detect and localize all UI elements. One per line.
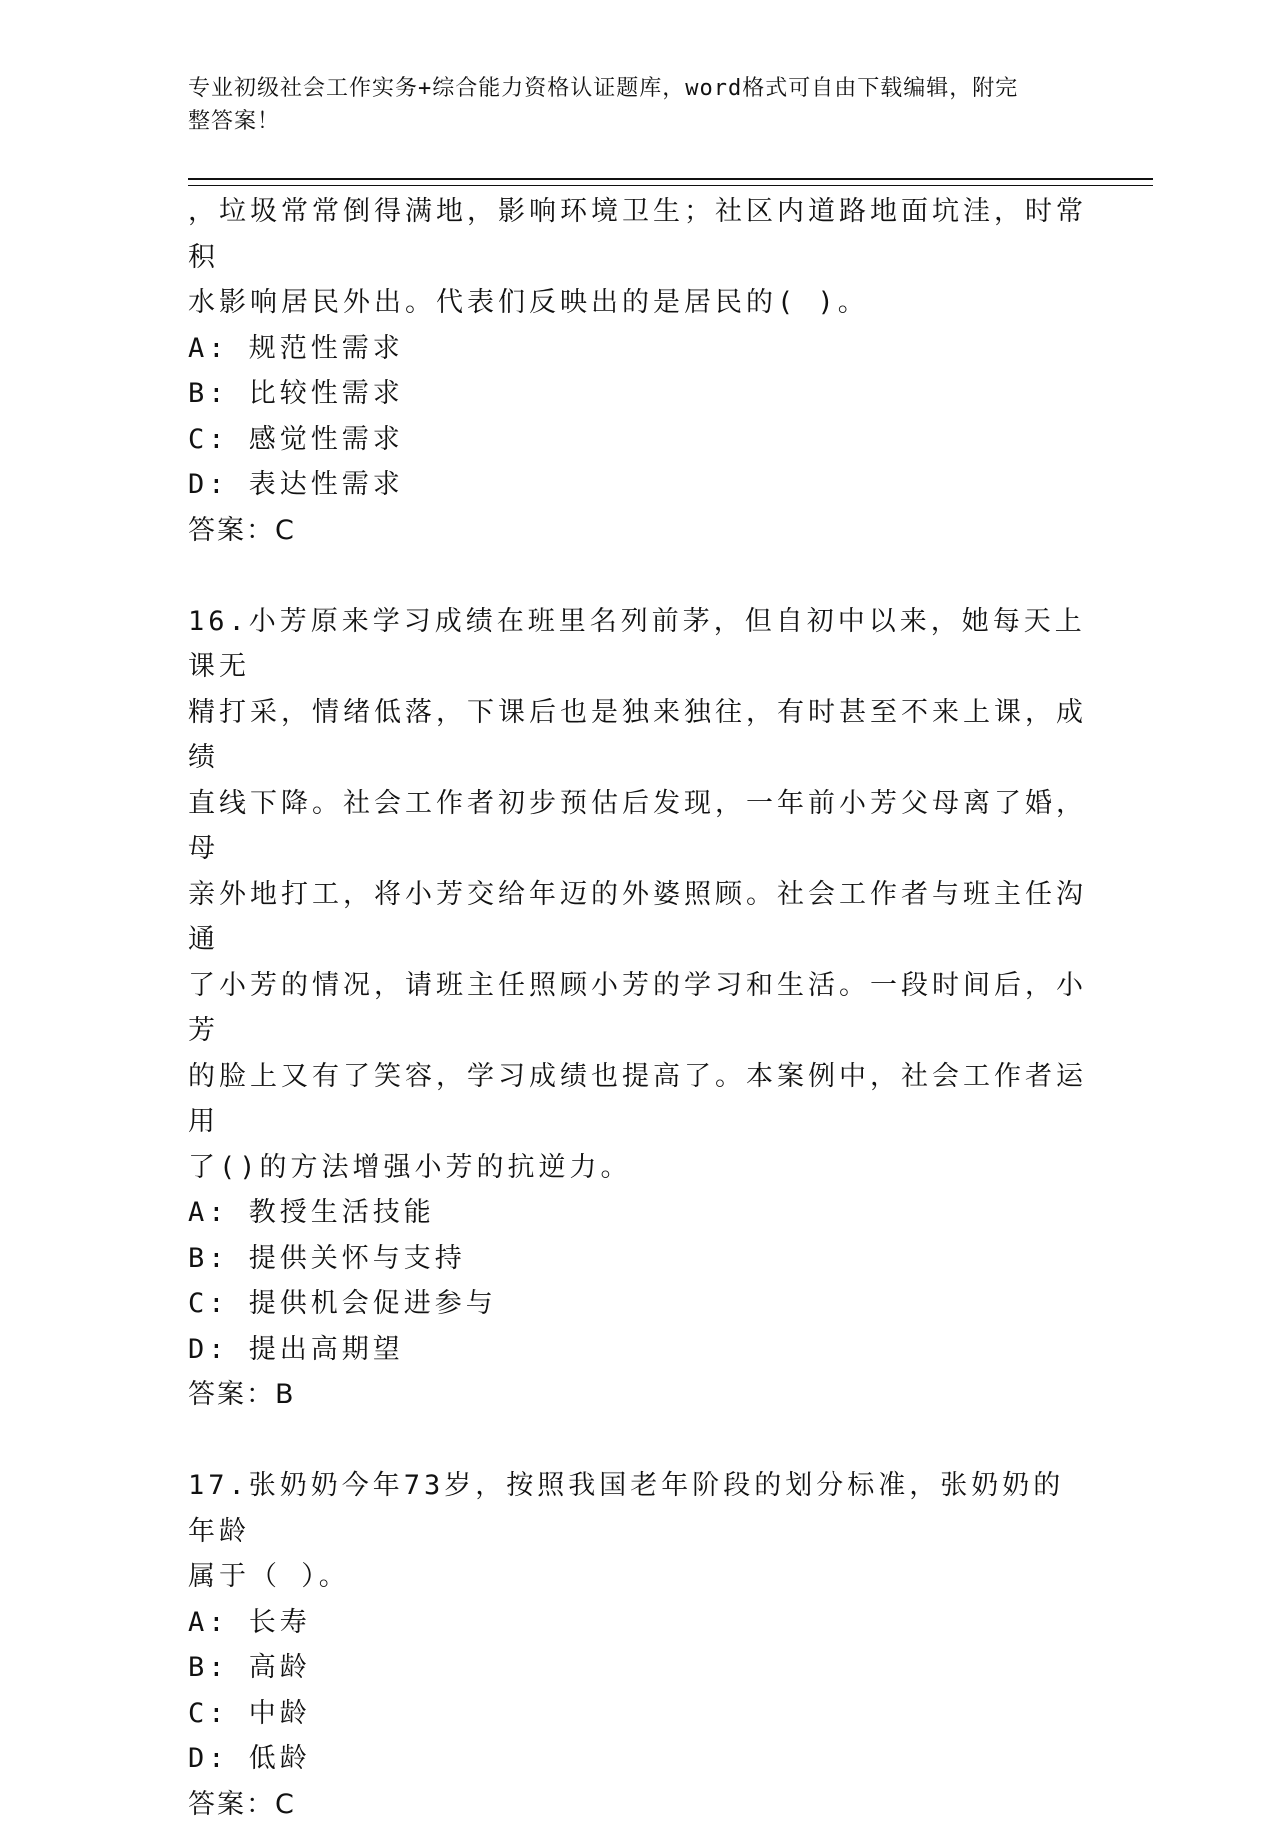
option-d: D: 低龄	[188, 1736, 1088, 1782]
option-d: D: 表达性需求	[188, 462, 1088, 508]
option-c: C: 感觉性需求	[188, 417, 1088, 463]
header-rule-thick	[188, 178, 1153, 180]
question-15	[188, 189, 1088, 553]
option-c: C: 提供机会促进参与	[188, 1281, 1088, 1327]
header-line-2: 整答案！	[188, 105, 1088, 138]
question-stem-line: 精打采，情绪低落，下课后也是独来独往，有时甚至不来上课，成绩	[188, 690, 1088, 781]
question-stem-line: ，垃圾常常倒得满地，影响环境卫生；社区内道路地面坑洼，时常积	[188, 189, 1088, 280]
spacer	[188, 1418, 1088, 1464]
question-stem-line: 水影响居民外出。代表们反映出的是居民的( )。	[188, 280, 1088, 326]
question-stem-line: 16.小芳原来学习成绩在班里名列前茅，但自初中以来，她每天上课无	[188, 599, 1088, 690]
header-rule-thin	[188, 185, 1153, 186]
option-b: B: 高龄	[188, 1645, 1088, 1691]
option-b: B: 比较性需求	[188, 371, 1088, 417]
answer-line: 答案：C	[188, 508, 1088, 554]
document-body	[188, 189, 1088, 1827]
question-stem-line: 了小芳的情况，请班主任照顾小芳的学习和生活。一段时间后，小芳	[188, 963, 1088, 1054]
header-line-1: 专业初级社会工作实务+综合能力资格认证题库，word格式可自由下载编辑，附完	[188, 72, 1088, 105]
question-stem-line: 属于（ ）。	[188, 1554, 1088, 1600]
answer-line: 答案：C	[188, 1782, 1088, 1827]
question-17	[188, 1463, 1088, 1827]
option-a: A: 教授生活技能	[188, 1190, 1088, 1236]
question-stem-line: 了()的方法增强小芳的抗逆力。	[188, 1145, 1088, 1191]
question-16	[188, 599, 1088, 1418]
option-b: B: 提供关怀与支持	[188, 1236, 1088, 1282]
answer-line: 答案：B	[188, 1372, 1088, 1418]
document-header	[188, 72, 1088, 138]
option-c: C: 中龄	[188, 1691, 1088, 1737]
question-stem-line: 17.张奶奶今年73岁，按照我国老年阶段的划分标准，张奶奶的年龄	[188, 1463, 1088, 1554]
question-stem-line: 的脸上又有了笑容，学习成绩也提高了。本案例中，社会工作者运用	[188, 1054, 1088, 1145]
option-a: A: 长寿	[188, 1600, 1088, 1646]
option-d: D: 提出高期望	[188, 1327, 1088, 1373]
spacer	[188, 553, 1088, 599]
question-stem-line: 亲外地打工，将小芳交给年迈的外婆照顾。社会工作者与班主任沟通	[188, 872, 1088, 963]
option-a: A: 规范性需求	[188, 326, 1088, 372]
question-stem-line: 直线下降。社会工作者初步预估后发现，一年前小芳父母离了婚，母	[188, 781, 1088, 872]
